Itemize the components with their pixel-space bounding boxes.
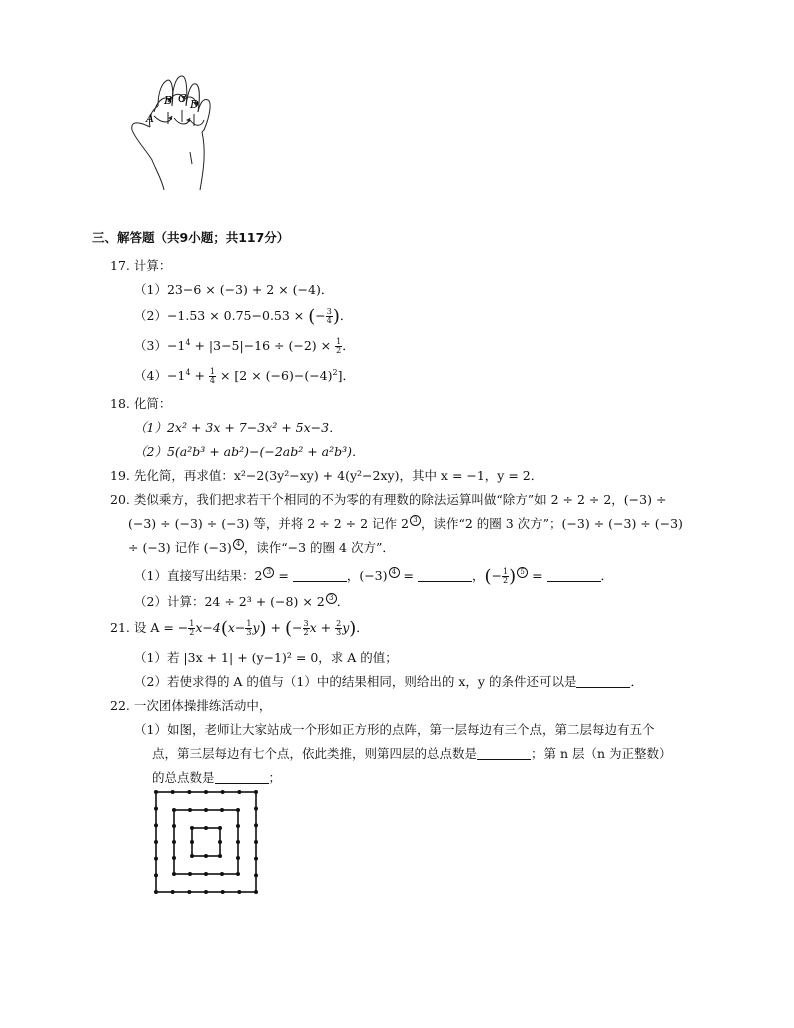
lattice-dot <box>187 890 191 894</box>
lattice-dot <box>154 823 158 827</box>
lattice-dot <box>190 840 194 844</box>
lattice-dot <box>154 873 158 877</box>
q17-part2-text: （2）−1.53 × 0.75−0.53 × <box>134 308 309 323</box>
q17-part2: （2）−1.53 × 0.75−0.53 × (− $\frac{3}{4}$ )． <box>134 306 353 327</box>
lattice-dot <box>218 840 222 844</box>
lattice-layer-3 <box>156 792 256 892</box>
lattice-dot <box>237 790 241 794</box>
q17-part2-fraction: $\frac{3}{4}$ <box>326 307 332 325</box>
lattice-dot <box>237 890 241 894</box>
lattice-dot <box>204 890 208 894</box>
answer-blank[interactable] <box>576 687 630 688</box>
q17-part3: $(3)-1^4 + |3-5|-16 \div (-2)$ × $\frac{1}{2}$ ． <box>134 337 355 355</box>
lattice-dot <box>236 808 240 812</box>
lattice-dot <box>154 857 158 861</box>
lattice-layer-2 <box>174 810 238 874</box>
lattice-dot <box>172 824 176 828</box>
answer-blank[interactable] <box>418 581 472 582</box>
lattice-layer-1 <box>192 828 220 856</box>
hand-figure <box>128 72 228 192</box>
lattice-dot <box>254 873 258 877</box>
q20-line1: 20. 类似乘方，我们把求若干个相同的不为零的有理数的除法运算叫做“除方”如 2 ÷ 2 ÷ 2，(−3) ÷ <box>110 492 667 507</box>
lattice-dot <box>172 840 176 844</box>
answer-blank[interactable] <box>293 581 347 582</box>
hand-letter-d: D <box>190 98 199 111</box>
lattice-dot <box>254 840 258 844</box>
q17-part1: （1）23−6 × (−3) + 2 × (−4)． <box>134 282 334 297</box>
lattice-dot <box>190 854 194 858</box>
q20-part1: （1）直接写出结果：2 3 = ，(−3) 4 = ，(− $\frac{1}{2}$ ) 5 = ． <box>134 566 614 587</box>
q17-part3-fraction: $\frac{1}{2}$ <box>336 337 342 355</box>
q17-label: 17. 计算： <box>110 258 172 273</box>
lattice-dot <box>172 856 176 860</box>
lattice-dot <box>154 790 158 794</box>
lattice-dot <box>218 826 222 830</box>
hand-letter-c: C <box>178 92 187 105</box>
section-title: 三、解答题（共9小题；共117分） <box>92 230 290 245</box>
q22-line3: 的总点数是 ； <box>152 770 282 785</box>
q22-label: 22. 一次团体操排练活动中， <box>110 698 272 713</box>
q20-part2: （2）计算：24 ÷ 2³ + (−8) × 2 3 ． <box>134 594 350 609</box>
lattice-dot <box>171 890 175 894</box>
lattice-dot <box>254 890 258 894</box>
lattice-dot <box>236 872 240 876</box>
lattice-dot <box>218 854 222 858</box>
lattice-dot <box>254 807 258 811</box>
lattice-dot <box>188 808 192 812</box>
lattice-dot <box>236 824 240 828</box>
lattice-dot <box>204 826 208 830</box>
hand-letter-b: B <box>164 94 173 107</box>
answer-blank[interactable] <box>547 581 601 582</box>
lattice-dot <box>154 840 158 844</box>
square-dot-lattice-figure <box>150 786 262 898</box>
q20-line2: (−3) ÷ (−3) ÷ (−3) 等，并将 2 ÷ 2 ÷ 2 记作 2 3 ，读作“2 的圈 3 次方”；(−3) ÷ (−3) ÷ (−3) <box>128 516 683 531</box>
hand-letter-a: A <box>146 112 154 125</box>
answer-blank[interactable] <box>477 759 531 760</box>
q21-line: 21. 设 A = − $\frac{1}{2}$ x−4(x− $\frac{1}{3}$ y) + (− $\frac{3}{2}$ x + $\frac{2}{3}$ y)． <box>110 618 369 639</box>
lattice-dot <box>204 790 208 794</box>
lattice-dot <box>204 872 208 876</box>
lattice-dot <box>188 872 192 876</box>
lattice-dot <box>204 808 208 812</box>
q21-part1: （1）若 |3x + 1| + (y−1)² = 0，求 A 的值； <box>134 650 398 665</box>
lattice-dot <box>221 890 225 894</box>
lattice-dot <box>236 856 240 860</box>
lattice-dot <box>236 840 240 844</box>
lattice-dot <box>172 808 176 812</box>
lattice-dot <box>154 807 158 811</box>
q18-label: 18. 化简： <box>110 396 172 411</box>
lattice-dot <box>187 790 191 794</box>
lattice-dot <box>221 790 225 794</box>
q21-part2: （2）若使求得的 A 的值与（1）中的结果相同，则给出的 x，y 的条件还可以是 ． <box>134 674 643 689</box>
answer-blank[interactable] <box>215 783 269 784</box>
q18-part1: （1）2x² + 3x + 7−3x² + 5x−3． <box>134 420 342 435</box>
q19-text: 19. 先化简，再求值：x²−2(3y²−xy) + 4(y²−2xy)，其中 x = −1，y = 2． <box>110 468 544 483</box>
q22-line1: （1）如图，老师让大家站成一个形如正方形的点阵，第一层每边有三个点，第二层每边有五个 <box>134 722 655 737</box>
lattice-dot <box>220 808 224 812</box>
q17-part4: $(4)-1^4$ + $\frac{1}{4}$ × $[2 \times (-6)-(-4)^2]$． <box>134 367 355 385</box>
lattice-dot <box>204 854 208 858</box>
lattice-dot <box>171 790 175 794</box>
lattice-dot <box>254 823 258 827</box>
q22-line2: 点，第三层每边有七个点，依此类推，则第四层的总点数是 ；第 n 层（n 为正整数） <box>152 746 672 761</box>
lattice-dot <box>190 826 194 830</box>
q17-part4-fraction: $\frac{1}{4}$ <box>209 367 215 385</box>
q18-part2: （2）5(a²b³ + ab²)−(−2ab² + a²b³)． <box>134 444 365 459</box>
lattice-dot <box>254 790 258 794</box>
lattice-dot <box>220 872 224 876</box>
lattice-dot <box>154 890 158 894</box>
q20-line3: ÷ (−3) 记作 (−3) 4 ，读作“−3 的圈 4 次方”． <box>128 540 395 555</box>
lattice-dot <box>254 857 258 861</box>
lattice-dot <box>172 872 176 876</box>
